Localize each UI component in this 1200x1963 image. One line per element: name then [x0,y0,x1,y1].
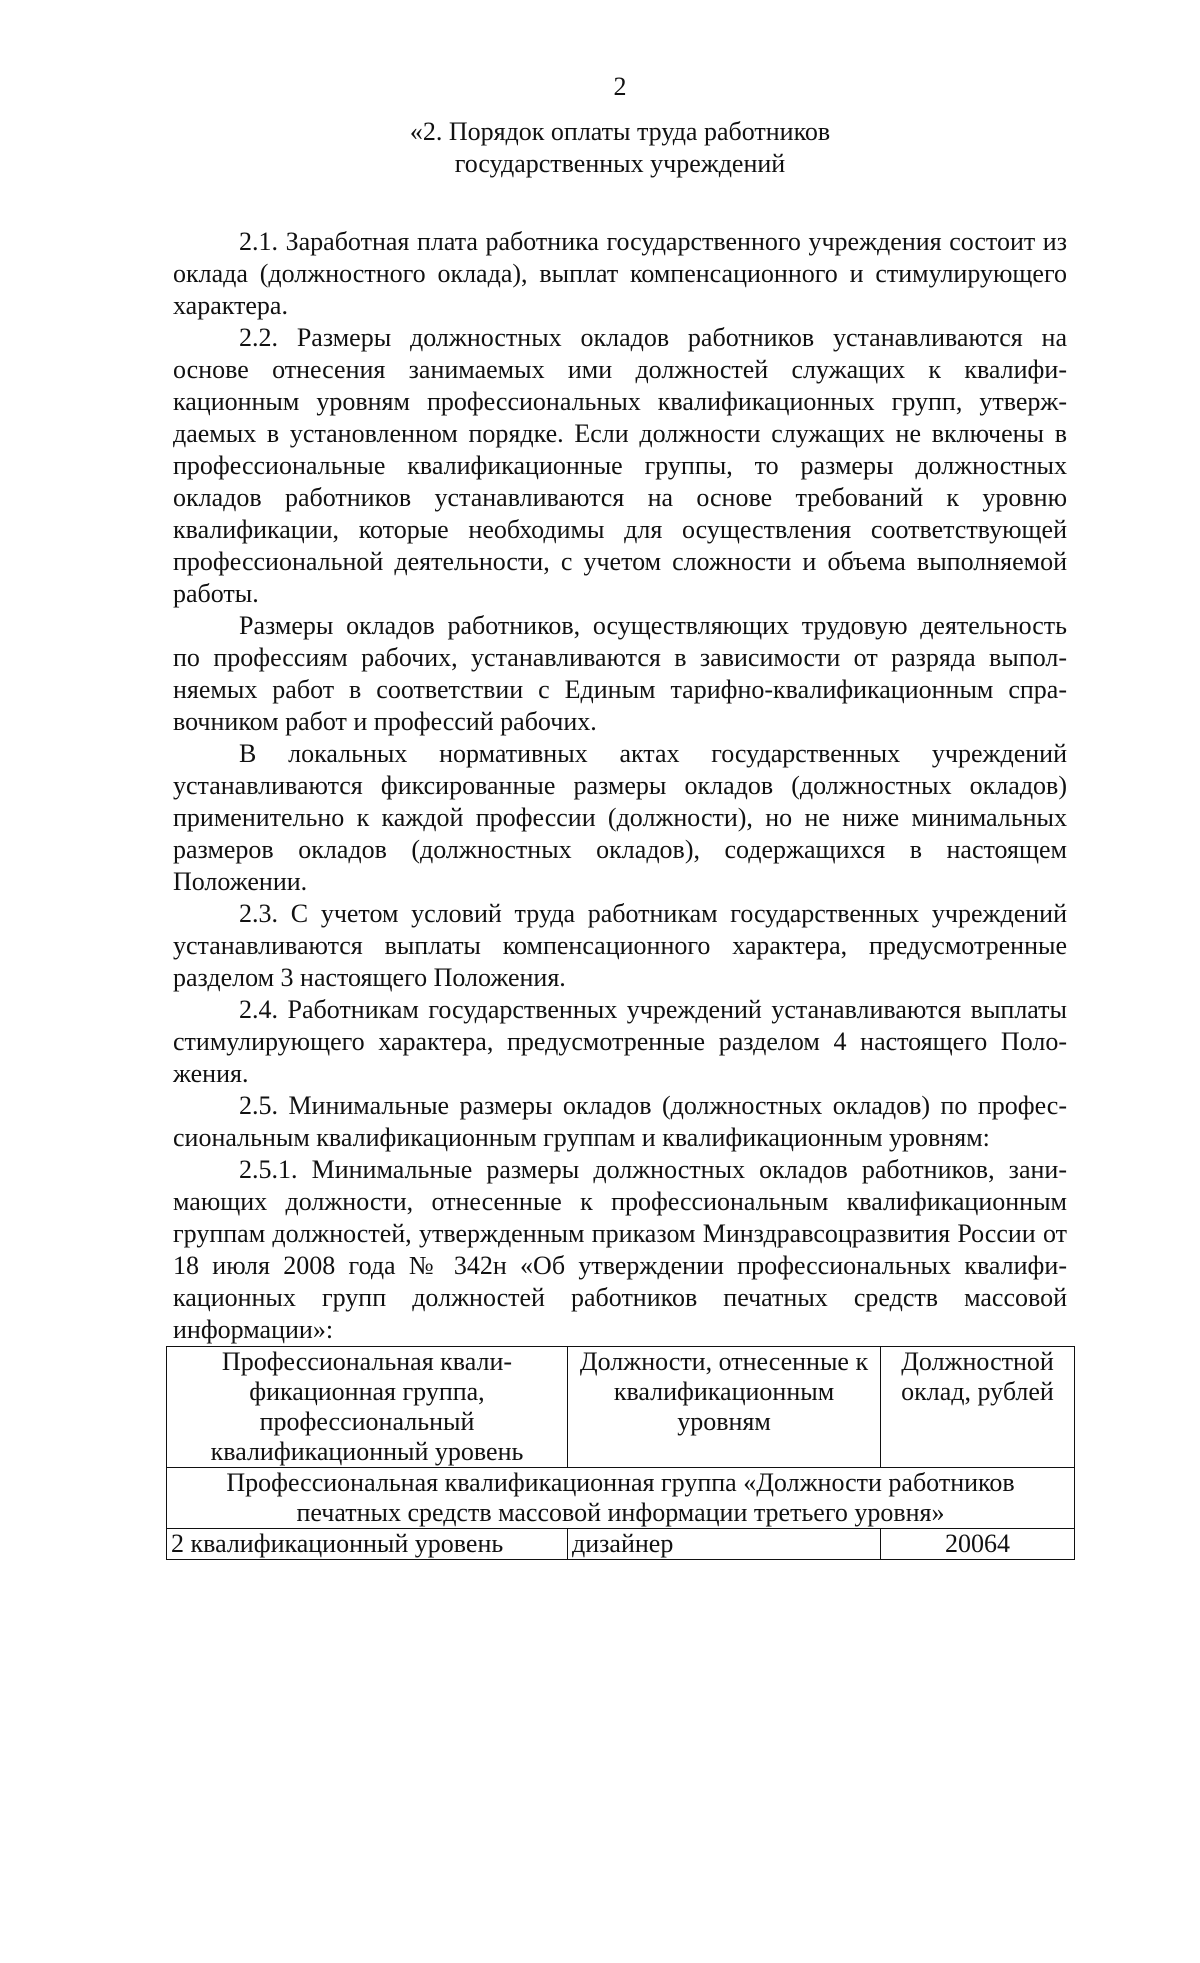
paragraph-worker-salaries: Размеры окладов работников, осуществляющих трудовую деятельность по профессиям рабочих, устанавливаются в зависимости от разряда выполняемых работ в соответствии с Единым тарифно-квалификационным справочником работ и профессий рабочих. [173,611,1067,736]
header-salary: Должностной оклад, рублей [881,1347,1075,1468]
paragraph-2-5-1: 2.5.1. Минимальные размеры должностных окладов работников, занимающих должности, отнесенные к профессиональным квалификационным группам должностей, утвержденным приказом Минздравсоцразвития России от 18 июля 2008 года № 342н «Об утверждении профессиональных квалификационных групп должностей работников печатных средств массовой информации»: [173,1155,1067,1344]
paragraph-2-3: 2.3. С учетом условий труда работникам государственных учреждений устанавливаются выплаты компенсационного характера, предусмотренные разделом 3 настоящего Положения. [173,899,1067,992]
cell-qualification-level: 2 квалификационный уровень [167,1529,568,1560]
salary-table [166,1346,1075,1560]
qualification-group-title: Профессиональная квалификационная группа «Должности работников печатных средств массовой информации третьего уровня» [167,1468,1075,1529]
paragraph-2-5: 2.5. Минимальные размеры окладов (должностных окладов) по профессиональным квалификационным группам и квалификационным уровням: [173,1091,1067,1152]
cell-position: дизайнер [568,1529,881,1560]
section-title [173,116,1067,180]
header-positions: Должности, отнесенные к квалификационным уровням [568,1347,881,1468]
section-title-line-1: «2. Порядок оплаты труда работников [409,117,831,146]
paragraph-2-1: 2.1. Заработная плата работника государственного учреждения состоит из оклада (должностного оклада), выплат компенсационного и стимулирующего характера. [173,227,1067,320]
cell-salary: 20064 [881,1529,1075,1560]
table-header-row [167,1347,1075,1468]
paragraph-2-2: 2.2. Размеры должностных окладов работников устанавливаются на основе отнесения занимаемых ими должностей служащих к квалификационным уровням профессиональных квалификационных групп, утверждаемых в установленном порядке. Если должности служащих не включены в профессиональные квалификационные группы, то размеры должностных окладов работников устанавливаются на основе требований к уровню квалификации, которые необходимы для осуществления соответствующей профессиональной деятельности, с учетом сложности и объема выполняемой работы. [173,323,1067,608]
section-title-line-2: государственных учреждений [454,149,786,178]
paragraph-local-acts: В локальных нормативных актах государственных учреждений устанавливаются фиксированные размеры окладов (должностных окладов) применительно к каждой профессии (должности), но не ниже минимальных размеров окладов (должностных окладов), содержащихся в настоящем Положении. [173,739,1067,896]
header-qualification-group: Профессиональная квалификационная группа, профессиональный квалификационный уровень [167,1347,568,1468]
paragraph-2-4: 2.4. Работникам государственных учреждений устанавливаются выплаты стимулирующего характера, предусмотренные разделом 4 настоящего Положения. [173,995,1067,1088]
table-row [167,1529,1075,1560]
page-number: 2 [613,72,627,101]
table-group-row [167,1468,1075,1529]
